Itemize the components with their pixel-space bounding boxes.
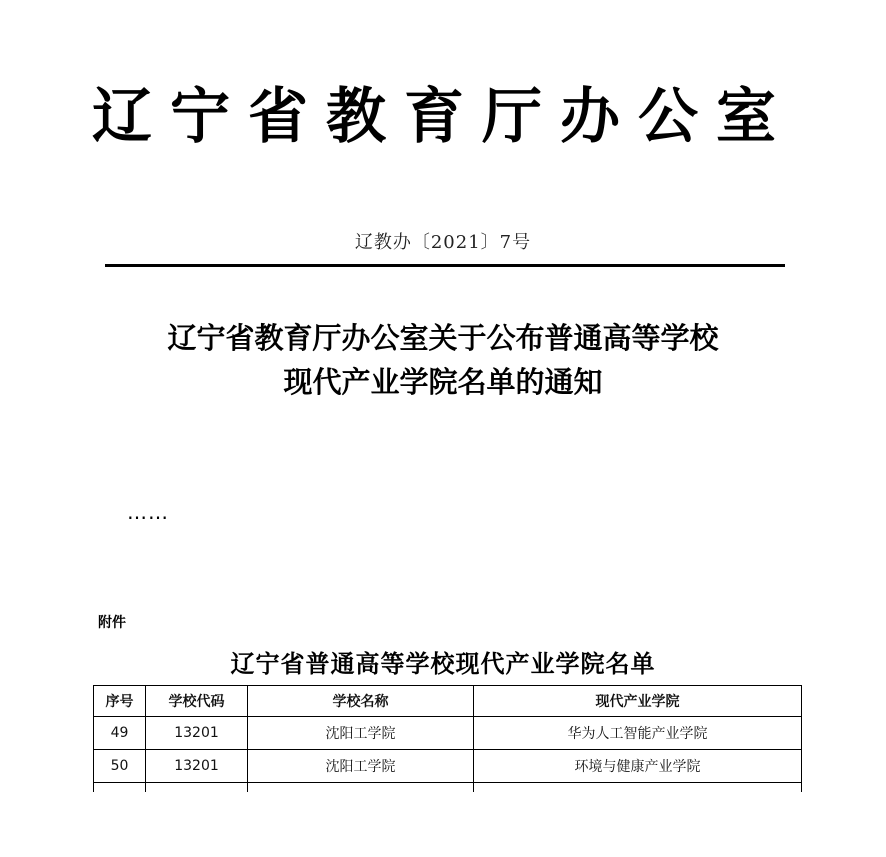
document-number: 辽教办〔2021〕7号 bbox=[354, 232, 532, 253]
row-index: 49 bbox=[94, 717, 146, 750]
notice-title-line-2: 现代产业学院名单的通知 bbox=[283, 365, 603, 399]
notice-title-line-1: 辽宁省教育厅办公室关于公布普通高等学校 bbox=[167, 321, 719, 355]
table-header-row bbox=[94, 686, 802, 717]
row-school-code: 13201 bbox=[146, 750, 248, 783]
row-school-name: 沈阳工学院 bbox=[248, 750, 474, 783]
row-school-code: 13201 bbox=[146, 717, 248, 750]
omitted-content-marker: …… bbox=[127, 500, 169, 524]
column-header-index: 序号 bbox=[94, 686, 146, 717]
column-header-school-code: 学校代码 bbox=[146, 686, 248, 717]
column-header-school-name: 学校名称 bbox=[248, 686, 474, 717]
attachment-label: 附件 bbox=[98, 615, 126, 631]
row-index: 50 bbox=[94, 750, 146, 783]
row-industry-college: 华为人工智能产业学院 bbox=[474, 717, 802, 750]
column-header-industry-college: 现代产业学院 bbox=[474, 686, 802, 717]
row-industry-college: 环境与健康产业学院 bbox=[474, 750, 802, 783]
table-row bbox=[94, 750, 802, 783]
row-school-name: 沈阳工学院 bbox=[248, 717, 474, 750]
table-row bbox=[94, 717, 802, 750]
header-divider bbox=[105, 264, 785, 267]
attachment-list-title: 辽宁省普通高等学校现代产业学院名单 bbox=[230, 649, 656, 678]
page-crop-edge bbox=[0, 792, 886, 857]
issuer-masthead: 辽宁省教育厅办公室 bbox=[92, 82, 794, 152]
